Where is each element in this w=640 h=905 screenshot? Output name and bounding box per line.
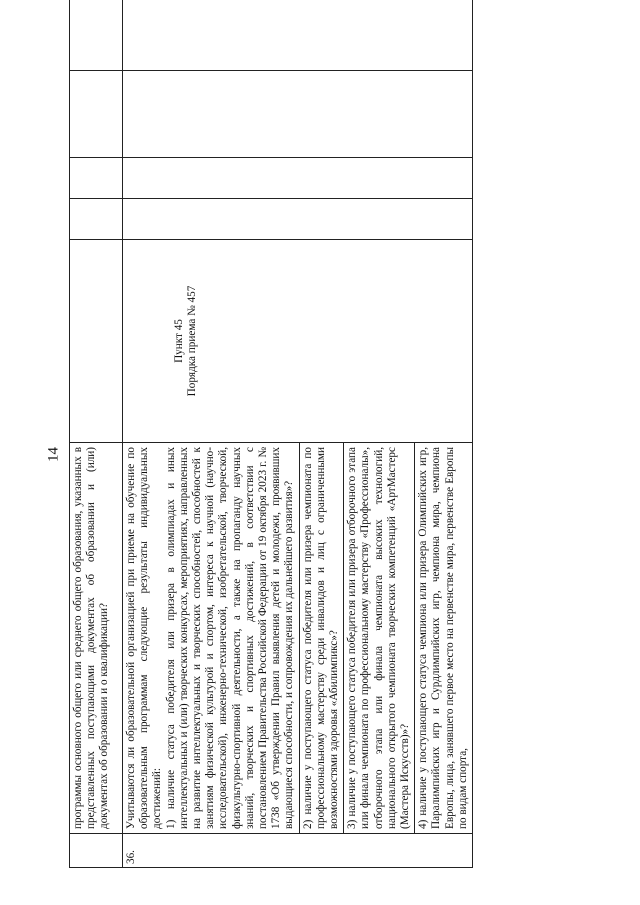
table-row	[123, 0, 300, 868]
not-applicable-cell	[123, 71, 473, 158]
legal-reference	[123, 240, 473, 443]
checklist-table	[69, 0, 473, 868]
reference-clause: Пункт 45	[173, 319, 185, 363]
comment-cell	[70, 0, 123, 71]
question-intro: Учитываются ли образовательной организацией при приеме на обучение по образовательным программам следующие результаты индивидуальных достижений:	[125, 447, 164, 829]
subitem-4: 4) наличие у поступающего статуса чемпиона или призера Олимпийских игр, Паралимпийских игр и Сурдлимпийских игр, чемпиона мира, чемпиона Европы, лица, занявшего первое место на первенстве мира, первенстве Европы по видам спорта,	[415, 443, 473, 834]
reference-document: Порядка приема № 457	[186, 285, 199, 397]
answer-no-cell	[70, 158, 123, 199]
not-applicable-cell	[70, 71, 123, 158]
answer-no-cell	[123, 158, 473, 199]
subitem-2: 2) наличие у поступающего статуса победителя или призера чемпионата по профессиональному мастерству среди инвалидов и лиц с ограниченными возможностями здоровья «Абилимпикс»?	[299, 443, 344, 834]
answer-yes-cell	[123, 199, 473, 240]
row-number: 36.	[123, 834, 473, 868]
table-row	[70, 0, 123, 868]
question-text	[123, 443, 300, 834]
legal-reference	[70, 240, 123, 443]
rotated-page-content	[69, 42, 614, 868]
question-text: программы основного общего или среднего общего образования, указанных в представленных поступающими документах об образовании и (или) документах об образовании и о квалификации?	[70, 443, 123, 834]
row-number	[70, 834, 123, 868]
subitem-3: 3) наличие у поступающего статуса победителя или призера отборочного этапа или финала чемпионата по профессиональному мастерству «Профессионалы», отборочного этапа или финала чемпионата высоких технологий, национального открытого чемпионата творческих компетенций «АртМастерс (Мастера Искусств)»?	[344, 443, 415, 834]
comment-cell	[123, 0, 473, 71]
answer-yes-cell	[70, 199, 123, 240]
subitem-1: 1) наличие статуса победителя или призера в олимпиадах и иных интеллектуальных и (или) творческих конкурсах, мероприятиях, направленных на развитие интеллектуальных и творческих способностей, способностей к занятиям физической культурой и спортом, интереса к научной (научно-исследовательской), инженерно-технической, изобретательской, творческой, физкультурно-спортивной деятельности, а также на пропаганду научных знаний, творческих и спортивных достижений, в соответствии с постановлением Правительства Российской Федерации от 19 октября 2023 г. № 1738 «Об утверждении Правил выявления детей и молодежи, проявивших выдающиеся способности, и сопровождения их дальнейшего развития»?	[164, 447, 296, 829]
page-number: 14	[45, 447, 62, 462]
